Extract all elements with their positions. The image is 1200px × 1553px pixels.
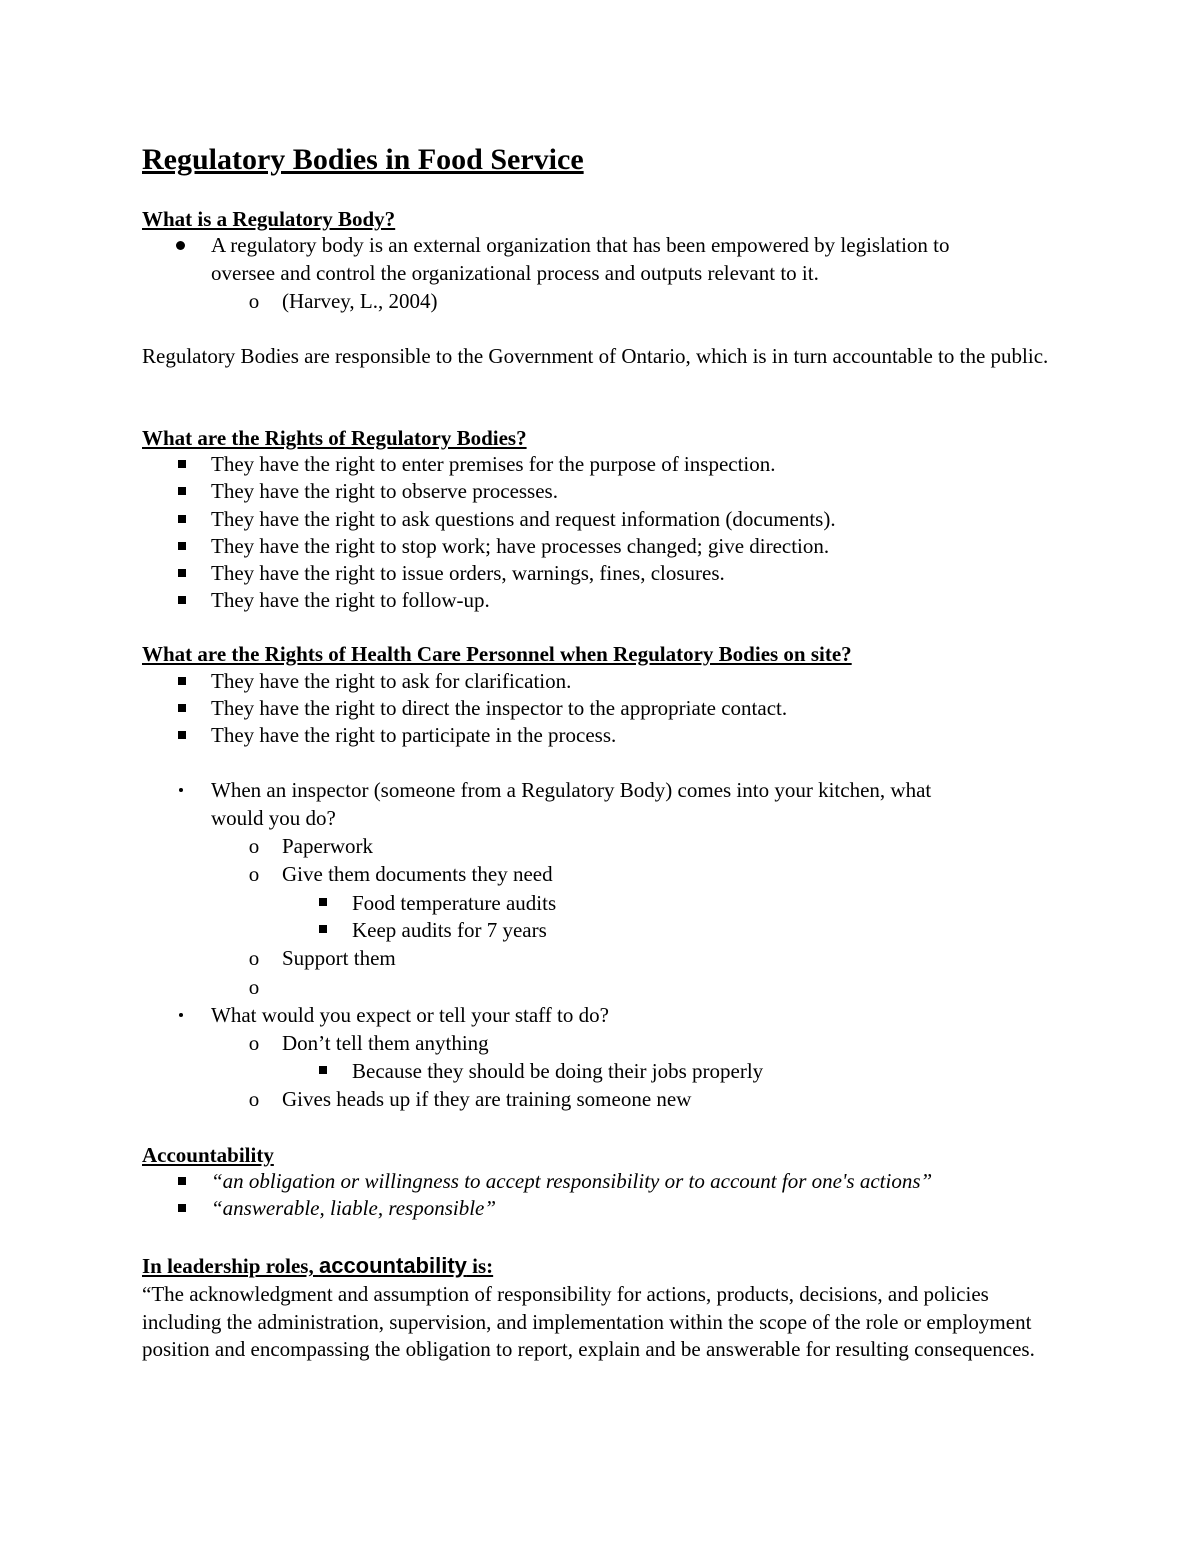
question-line-1: When an inspector (someone from a Regulatory Body) comes into your kitchen, what <box>211 778 932 802</box>
section-heading-leadership <box>142 1252 493 1280</box>
sub-bullet-marker: o <box>248 946 260 970</box>
sub-bullet-marker: o <box>248 834 260 858</box>
list-item: They have the right to observe processes. <box>211 479 558 503</box>
square-bullet <box>178 596 186 604</box>
paragraph-government: Regulatory Bodies are responsible to the Government of Ontario, which is in turn accountable to the public. <box>142 344 1049 368</box>
section-heading-rights-regulatory: What are the Rights of Regulatory Bodies? <box>142 426 527 450</box>
list-item: They have the right to enter premises for the purpose of inspection. <box>211 452 776 476</box>
square-bullet <box>178 1177 186 1185</box>
answer-subitem: Because they should be doing their jobs properly <box>352 1059 764 1083</box>
list-item: They have the right to direct the inspector to the appropriate contact. <box>211 696 788 720</box>
bullet-dot <box>179 1013 183 1017</box>
leadership-quote: “The acknowledgment and assumption of responsibility for actions, products, decisions, and policies including the administration, supervision, and implementation within the scope of the role or employment position and encompassing the obligation to report, explain and be answerable for resulting consequences. <box>142 1282 1035 1361</box>
heading-part: In leadership roles, <box>142 1254 319 1278</box>
answer-item: Don’t tell them anything <box>282 1031 489 1055</box>
sub-bullet-marker: o <box>248 1031 260 1055</box>
square-bullet <box>178 542 186 550</box>
square-bullet <box>319 925 327 933</box>
square-bullet <box>178 677 186 685</box>
square-bullet <box>319 1066 327 1074</box>
list-item: They have the right to ask for clarification. <box>211 669 572 693</box>
list-item: They have the right to follow-up. <box>211 588 490 612</box>
sub-bullet-marker: o <box>248 975 260 999</box>
list-item: They have the right to participate in the process. <box>211 723 617 747</box>
section-heading-regulatory-body: What is a Regulatory Body? <box>142 207 396 231</box>
question-line: What would you expect or tell your staff to do? <box>211 1003 609 1027</box>
page-title: Regulatory Bodies in Food Service <box>142 143 584 176</box>
answer-subitem: Food temperature audits <box>352 891 557 915</box>
square-bullet <box>178 1204 186 1212</box>
sub-bullet-marker: o <box>248 289 260 313</box>
definition-line-1: A regulatory body is an external organization that has been empowered by legislation to <box>211 233 950 257</box>
square-bullet <box>178 704 186 712</box>
answer-item: Paperwork <box>282 834 373 858</box>
list-item: They have the right to stop work; have processes changed; give direction. <box>211 534 830 558</box>
square-bullet <box>178 515 186 523</box>
citation: (Harvey, L., 2004) <box>282 289 438 313</box>
square-bullet <box>178 731 186 739</box>
question-line-2: would you do? <box>211 806 336 830</box>
list-item: They have the right to issue orders, warnings, fines, closures. <box>211 561 725 585</box>
heading-part: is: <box>466 1254 494 1278</box>
sub-bullet-marker: o <box>248 1087 260 1111</box>
square-bullet <box>178 569 186 577</box>
section-heading-accountability: Accountability <box>142 1143 274 1167</box>
section-heading-rights-personnel: What are the Rights of Health Care Personnel when Regulatory Bodies on site? <box>142 642 852 666</box>
definition-quote: “an obligation or willingness to accept responsibility or to account for one's actions” <box>211 1169 933 1193</box>
answer-subitem: Keep audits for 7 years <box>352 918 547 942</box>
answer-item: Gives heads up if they are training someone new <box>282 1087 692 1111</box>
definition-quote: “answerable, liable, responsible” <box>211 1196 497 1220</box>
definition-line-2: oversee and control the organizational process and outputs relevant to it. <box>211 261 819 285</box>
answer-item: Give them documents they need <box>282 862 553 886</box>
bullet-dot <box>179 788 183 792</box>
answer-item: Support them <box>282 946 396 970</box>
sub-bullet-marker: o <box>248 862 260 886</box>
square-bullet <box>178 487 186 495</box>
heading-emphasis: accountability <box>318 1253 467 1278</box>
bullet-dot <box>176 241 185 250</box>
square-bullet <box>319 898 327 906</box>
square-bullet <box>178 460 186 468</box>
list-item: They have the right to ask questions and request information (documents). <box>211 507 836 531</box>
